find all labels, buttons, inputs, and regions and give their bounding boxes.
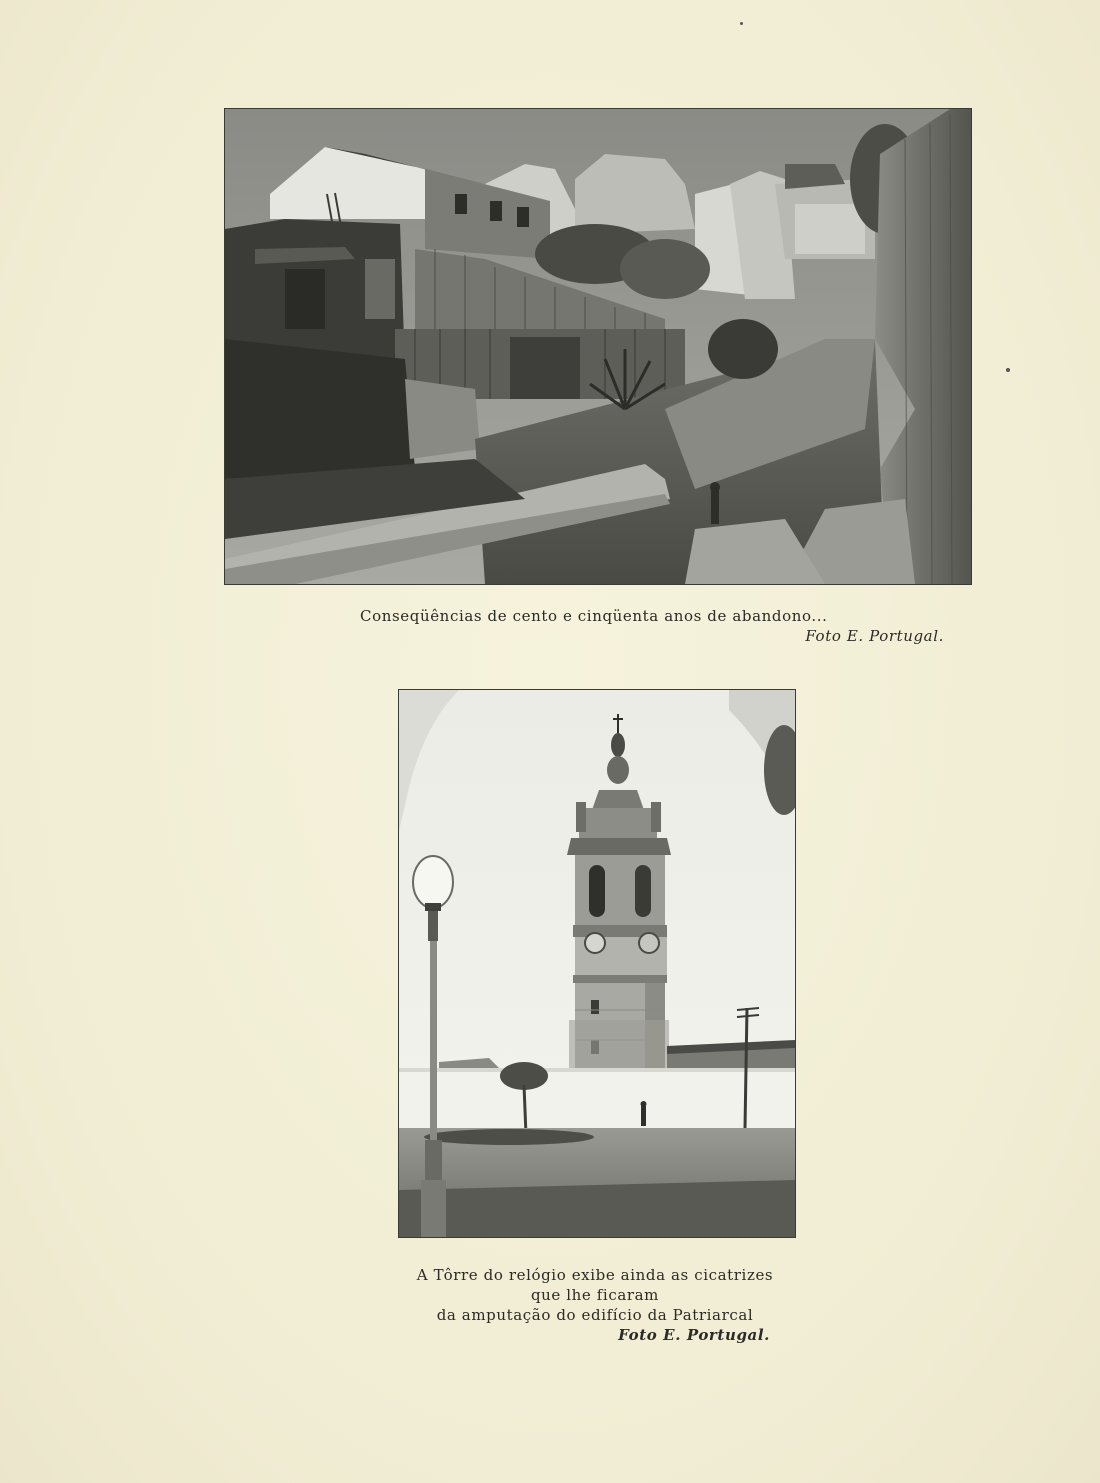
- caption-line: da amputação do edifício da Patriarcal: [436, 1306, 754, 1324]
- caption-photo-1: [360, 607, 948, 645]
- photo-credit: Foto E. Portugal.: [805, 627, 944, 645]
- photo-abandoned-hillside: [224, 108, 972, 585]
- caption-photo-2: [400, 1265, 790, 1345]
- photo-clock-tower: [398, 689, 796, 1238]
- photo-abandoned-hillside-image: [225, 109, 971, 584]
- photo-credit: Foto E. Portugal.: [618, 1326, 770, 1344]
- caption-line: A Tôrre do relógio exibe ainda as cicatrizes: [416, 1266, 774, 1284]
- paper-speck: [740, 22, 743, 25]
- paper-speck: [1006, 368, 1010, 372]
- caption-text: Conseqüências de cento e cinqüenta anos de abandono...: [360, 607, 828, 625]
- photo-clock-tower-image: [399, 690, 795, 1237]
- caption-line: que lhe ficaram: [530, 1286, 660, 1304]
